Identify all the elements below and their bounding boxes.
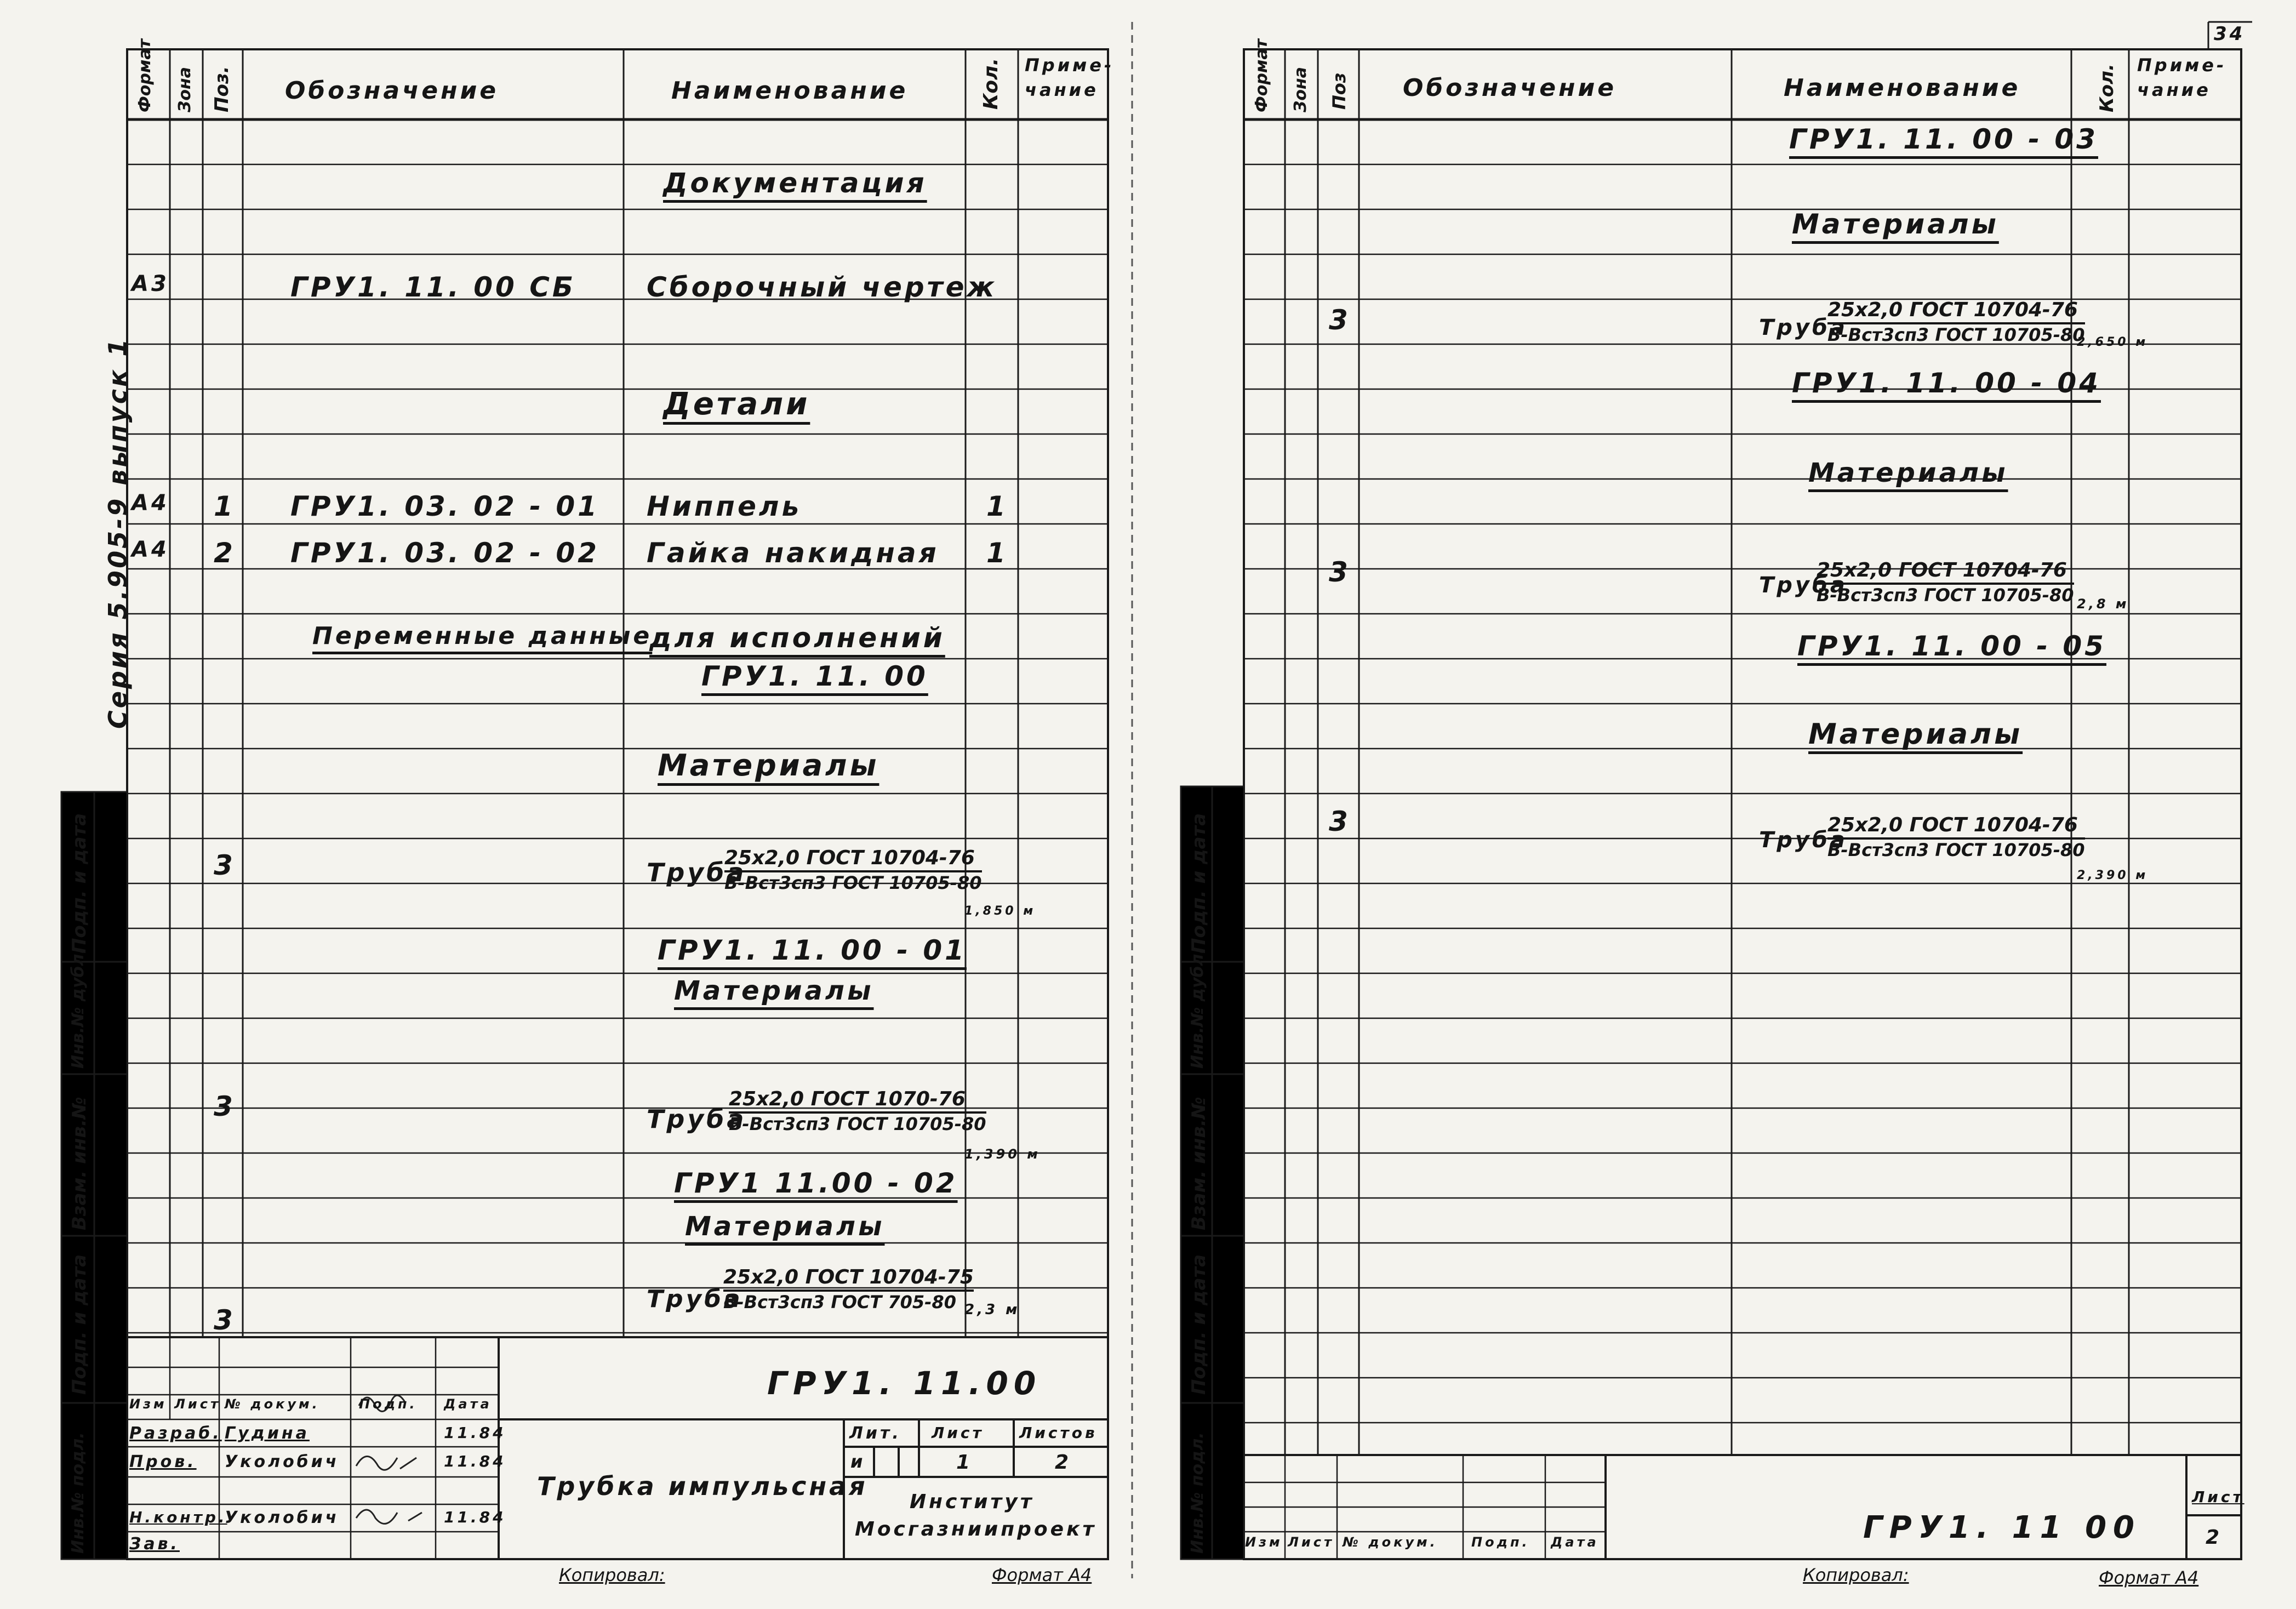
pipe-spec-steel: В-Вст3сп3 ГОСТ 10705-80 (729, 1114, 986, 1134)
row-pos: 3 (1329, 806, 1351, 837)
stamp-inv-orig: Инв.№ подл. (68, 1432, 88, 1554)
pipe-spec-steel: В-Вст3сп3 ГОСТ 10705-80 (1817, 585, 2074, 606)
left-column-lines (127, 49, 1108, 1337)
tb-role: Пров. (129, 1452, 197, 1471)
col-header-designation: Обозначение (285, 77, 499, 105)
series-label: Серия 5.905-9 выпуск 1 (103, 336, 133, 729)
col-header-note-2: чание (2137, 79, 2211, 100)
col-header-note-1: Приме- (2137, 55, 2227, 76)
tb-col-sheet: Лист (1288, 1534, 1334, 1550)
tb-col-sheet: Лист (174, 1396, 221, 1412)
left-row-lines (127, 164, 1108, 1333)
col-header-name: Наименование (671, 77, 909, 105)
row-pos: 3 (1329, 556, 1351, 588)
row-designation: ГРУ1. 03. 02 - 02 (290, 537, 599, 569)
pipe-spec (723, 1266, 974, 1313)
pipe-spec (724, 847, 982, 893)
stamp-sign-date: Подп. и дата (68, 1254, 90, 1395)
tb-col-sign: Подп. (359, 1396, 418, 1412)
section-materials: Материалы (658, 748, 879, 783)
tb-title: Трубка импульсная (537, 1471, 868, 1501)
variant-code: ГРУ1. 11. 00 (701, 660, 928, 692)
row-note: 1,390 м (964, 1146, 1041, 1162)
col-header-note-1: Приме- (1025, 55, 1115, 76)
section-materials: Материалы (1792, 208, 1999, 240)
pipe-spec-size: 25х2,0 ГОСТ 1070-76 (729, 1088, 986, 1114)
row-format: А4 (132, 537, 169, 562)
row-name: Труба (1759, 828, 1848, 853)
col-header-name: Наименование (1784, 74, 2021, 102)
stamp-replace-inv: Взам. инв.№ (68, 1097, 90, 1230)
row-pos: 3 (1329, 304, 1351, 336)
tb-role: Н.контр. (129, 1508, 227, 1526)
row-format: А3 (132, 271, 169, 296)
page-number: 34 (2214, 23, 2246, 45)
stamp-sign-date: Подп. и дата (1188, 1254, 1210, 1395)
pipe-spec (729, 1088, 986, 1134)
pipe-spec-steel: В-Вст3сп3 ГОСТ 705-80 (723, 1292, 956, 1313)
row-pos: 3 (214, 1091, 236, 1122)
tb-lit: и (850, 1451, 866, 1472)
stamp-inv-dup: Инв.№ дубл. (1188, 948, 1207, 1069)
tb-person: Гудина (225, 1424, 310, 1443)
section-documentation: Документация (663, 167, 927, 199)
col-header-qty: Кол. (980, 58, 1002, 110)
doc-code: ГРУ1. 11.00 (767, 1365, 1042, 1402)
section-materials: Материалы (674, 975, 874, 1006)
col-header-zone: Зона (175, 67, 195, 112)
tb-person: Уколобич (225, 1508, 340, 1527)
tb-col-change: Изм (129, 1396, 167, 1412)
row-pos: 3 (214, 849, 236, 881)
col-header-note-2: чание (1025, 79, 1099, 100)
tb-col-date: Дата (444, 1396, 492, 1412)
row-name: Труба (1759, 573, 1848, 598)
col-header-designation: Обозначение (1403, 74, 1617, 102)
variant-code: ГРУ1. 11. 00 - 01 (658, 934, 967, 966)
variant-code: ГРУ1. 11. 00 - 05 (1797, 630, 2106, 662)
stamp-inv-dup: Инв.№ дубл. (68, 948, 88, 1069)
stamp-replace-inv: Взам. инв.№ (1188, 1097, 1210, 1230)
row-qty: 1 (986, 537, 1008, 569)
section-materials: Материалы (1808, 458, 2008, 488)
footer-copied: Копировал: (559, 1565, 665, 1585)
section-materials: Материалы (1808, 718, 2023, 751)
tb-org-2: Мосгазниипроект (855, 1518, 1097, 1540)
tb-sheet: 1 (956, 1451, 973, 1474)
tb-org-1: Институт (910, 1491, 1035, 1513)
row-format: А4 (132, 490, 169, 516)
tb-sheets-label: Листов (1019, 1424, 1098, 1442)
pipe-spec (1817, 559, 2074, 606)
tb-sheet: 2 (2206, 1526, 2223, 1549)
variant-code: ГРУ1. 11. 00 - 03 (1789, 123, 2098, 155)
footer-format: Формат А4 (992, 1565, 1092, 1585)
pipe-spec-size: 25х2,0 ГОСТ 10704-76 (724, 847, 982, 872)
col-header-pos: Поз (1329, 72, 1350, 110)
row-note: 1,850 м (964, 904, 1036, 918)
col-header-format: Формат (135, 39, 155, 112)
stamp-inv-orig: Инв.№ подл. (1188, 1432, 1207, 1554)
pipe-spec-size: 25х2,0 ГОСТ 10704-76 (1827, 814, 2085, 840)
col-header-format: Формат (1252, 39, 1271, 112)
row-name: Гайка накидная (647, 537, 939, 569)
doc-code: ГРУ1. 11 00 (1863, 1510, 2141, 1545)
variable-data-label: Переменные данные (312, 622, 653, 650)
row-note: 2,3 м (964, 1302, 1020, 1318)
tb-col-docnum: № докум. (225, 1396, 320, 1412)
row-qty: 1 (986, 490, 1008, 522)
tb-role: Зав. (129, 1534, 180, 1554)
row-name: Сборочный чертеж (647, 271, 997, 303)
tb-date: 11.84 (444, 1508, 506, 1526)
tb-sheets: 2 (1055, 1451, 1072, 1474)
pipe-spec-steel: В-Вст3сп3 ГОСТ 10705-80 (1827, 324, 2085, 345)
col-header-zone: Зона (1291, 67, 1310, 112)
row-designation: ГРУ1. 03. 02 - 01 (290, 490, 599, 522)
stamp-sign-date-2: Подп. и дата (1188, 813, 1210, 954)
tb-sheet-label: Лист (932, 1424, 984, 1442)
variant-code: ГРУ1. 11. 00 - 04 (1792, 367, 2101, 399)
section-parts: Детали (663, 386, 810, 422)
tb-sheet-label: Лист (2192, 1488, 2244, 1506)
tb-role: Разраб. (129, 1424, 222, 1443)
row-note: 2,8 м (2077, 596, 2129, 612)
row-pos: 1 (214, 490, 236, 522)
pipe-spec-size: 25х2,0 ГОСТ 10704-76 (1817, 559, 2074, 585)
row-note: 2,650 м (2077, 335, 2149, 349)
right-column-lines (1244, 22, 2252, 1455)
row-pos: 2 (214, 537, 236, 569)
pipe-spec (1827, 814, 2085, 860)
row-pos: 3 (214, 1304, 236, 1336)
footer-copied: Копировал: (1803, 1565, 1909, 1585)
row-name: Труба (647, 858, 747, 887)
pipe-spec-steel: В-Вст3сп3 ГОСТ 10705-80 (724, 872, 982, 893)
tb-date: 11.84 (444, 1424, 506, 1442)
pipe-spec (1827, 299, 2085, 345)
row-name: Труба (647, 1104, 747, 1134)
variable-data-name: для исполнений (649, 622, 945, 654)
col-header-qty: Кол. (2096, 64, 2118, 112)
pipe-spec-steel: В-Вст3сп3 ГОСТ 10705-80 (1827, 840, 2085, 860)
tb-col-sign: Подп. (1471, 1534, 1530, 1550)
tb-lit-label: Лит. (849, 1424, 901, 1443)
row-name: Труба (1759, 315, 1848, 340)
right-row-lines (1244, 164, 2241, 1423)
variant-code: ГРУ1 11.00 - 02 (674, 1167, 958, 1199)
pipe-spec-size: 25х2,0 ГОСТ 10704-75 (723, 1266, 974, 1292)
row-designation: ГРУ1. 11. 00 СБ (290, 271, 576, 303)
tb-col-change: Изм (1245, 1534, 1283, 1550)
tb-col-date: Дата (1551, 1534, 1599, 1550)
section-materials: Материалы (685, 1211, 885, 1242)
tb-col-docnum: № докум. (1343, 1534, 1438, 1550)
row-note: 2,390 м (2077, 869, 2149, 882)
row-name: Труба (647, 1285, 743, 1313)
footer-format: Формат А4 (2099, 1567, 2199, 1588)
col-header-pos: Поз. (211, 66, 233, 112)
row-name: Ниппель (647, 490, 802, 522)
stamp-sign-date-2: Подп. и дата (68, 813, 90, 954)
pipe-spec-size: 25х2,0 ГОСТ 10704-76 (1827, 299, 2085, 324)
tb-person: Уколобич (225, 1452, 340, 1471)
tb-date: 11.84 (444, 1452, 506, 1470)
